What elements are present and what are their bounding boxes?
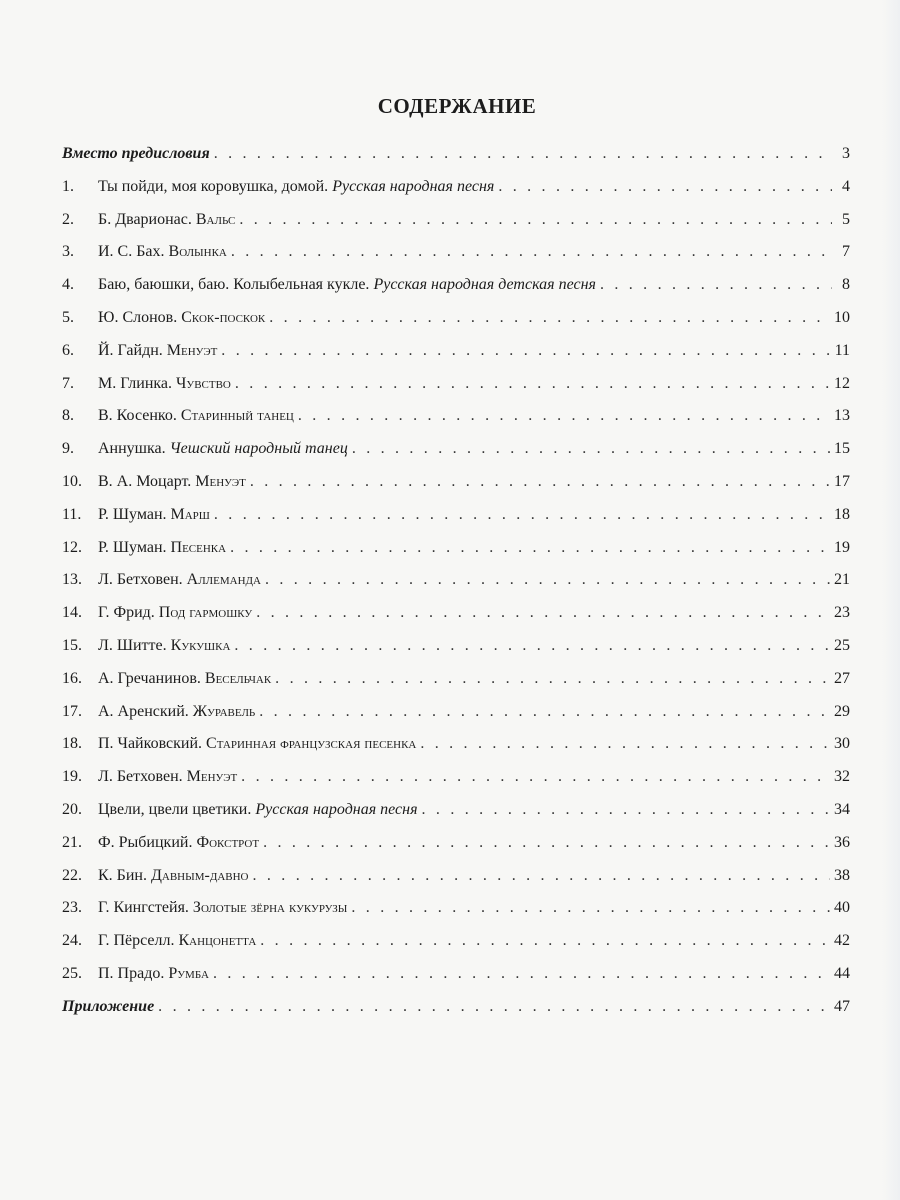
toc-entry-title [98,699,255,725]
toc-dot-leader [250,469,830,495]
toc-entry-number: 12. [62,538,82,556]
toc-entry-author: Вместо предисловия [62,145,210,162]
toc-dot-leader [420,731,830,757]
toc-entry-title [98,436,348,462]
toc-entry [62,207,850,240]
toc-entry [62,174,850,207]
toc-entry [62,731,850,764]
toc-entry [62,633,850,666]
toc-entry-page-number: 15 [834,440,850,458]
toc-entry-author: Р. Шуман. [98,505,167,523]
toc-dot-leader [214,502,830,528]
toc-entry-piece-title: Фокстрот [196,833,260,851]
toc-entry [62,403,850,436]
toc-entry-title [62,994,154,1020]
toc-dot-leader [158,994,830,1020]
toc-dot-leader [259,699,830,725]
toc-dot-leader [275,666,830,692]
toc-entry-page-number: 19 [834,538,850,556]
toc-entry-title [98,371,231,397]
toc-entry [62,928,850,961]
toc-entry [62,600,850,633]
toc-entry-author: В. А. Моцарт. [98,472,192,490]
toc-entry-number: 5. [62,308,74,326]
toc-dot-leader [234,633,830,659]
toc-entry [62,895,850,928]
toc-entry-number: 6. [62,341,74,359]
toc-dot-leader [351,895,830,921]
toc-entry-piece-title: Румба [168,964,209,982]
toc-entry-page-number: 23 [834,604,850,622]
toc-entry-number: 21. [62,833,82,851]
toc-entry-author: Цвели, цвели цветики. [98,800,252,818]
toc-entry-author: П. Прадо. [98,964,165,982]
table-of-contents [62,141,850,1027]
toc-entry-piece-title: Давным-давно [150,866,249,884]
toc-entry [62,436,850,469]
toc-entry-title [98,797,418,823]
toc-entry-page-number: 47 [834,997,850,1015]
toc-entry [62,699,850,732]
toc-dot-leader [214,141,832,167]
toc-entry-page-number: 30 [834,735,850,753]
toc-dot-leader [253,863,831,889]
toc-entry-title [62,141,210,167]
toc-entry-author: М. Глинка. [98,374,173,392]
page-title: СОДЕРЖАНИЕ [377,94,537,118]
toc-dot-leader [260,928,830,954]
toc-entry-number: 18. [62,735,82,753]
toc-entry-author: Л. Бетховен. [98,571,183,589]
toc-entry-title [98,535,226,561]
toc-entry-title [98,502,210,528]
toc-entry-number: 1. [62,177,74,195]
toc-entry-page-number: 25 [834,636,850,654]
toc-entry-page-number: 17 [834,472,850,490]
toc-entry-author: А. Гречанинов. [98,669,201,687]
toc-entry-title [98,305,265,331]
toc-entry-note: Русская народная песня [332,177,495,195]
toc-entry-piece-title: Под гармошку [158,604,253,622]
toc-entry [62,764,850,797]
toc-entry-piece-title: Старинная французская песенка [206,735,417,753]
toc-entry-number: 17. [62,702,82,720]
toc-entry-author: И. С. Бах. [98,243,165,261]
toc-entry-page-number: 5 [842,210,850,228]
toc-entry-page-number: 36 [834,833,850,851]
toc-dot-leader [231,239,832,265]
toc-entry-author: П. Чайковский. [98,735,203,753]
toc-dot-leader [263,830,830,856]
toc-entry [62,272,850,305]
toc-entry-piece-title: Менуэт [195,472,246,490]
toc-entry-piece-title: Весельчак [204,669,272,687]
toc-entry-author: Баю, баюшки, баю. Колыбельная кукле. [98,276,370,294]
toc-entry-number: 13. [62,571,82,589]
toc-entry-title [98,338,217,364]
toc-dot-leader [265,567,830,593]
toc-entry-piece-title: Старинный танец [180,407,294,425]
toc-dot-leader [241,764,830,790]
toc-dot-leader [230,535,830,561]
toc-entry-page-number: 27 [834,669,850,687]
toc-entry-number: 10. [62,472,82,490]
toc-entry-author: Л. Бетховен. [98,768,183,786]
toc-entry [62,961,850,994]
toc-entry-title [98,403,294,429]
toc-entry-number: 7. [62,374,74,392]
toc-entry-note: Русская народная детская песня [373,276,596,294]
toc-entry-piece-title: Золотые зёрна кукурузы [192,899,348,917]
toc-entry-title [98,961,209,987]
toc-entry-number: 22. [62,866,82,884]
toc-entry [62,863,850,896]
toc-entry-piece-title: Волынка [168,243,227,261]
toc-entry-note: Русская народная песня [255,800,418,818]
toc-entry-author: А. Аренский. [98,702,189,720]
toc-entry-number: 14. [62,604,82,622]
toc-entry-piece-title: Менуэт [166,341,218,359]
toc-entry-page-number: 7 [842,243,850,261]
toc-entry-author: Й. Гайдн. [98,341,163,359]
toc-entry-title [98,207,235,233]
toc-entry [62,567,850,600]
toc-entry-author: Г. Кингстейя. [98,899,189,917]
toc-entry-title [98,239,227,265]
toc-entry-author: Б. Дварионас. [98,210,192,228]
toc-entry-page-number: 29 [834,702,850,720]
toc-entry-piece-title: Вальс [195,210,236,228]
toc-entry [62,535,850,568]
toc-dot-leader [422,797,830,823]
toc-dot-leader [221,338,830,364]
toc-entry-page-number: 12 [834,374,850,392]
toc-entry [62,994,850,1027]
toc-entry-note: Чешский народный танец [169,440,348,458]
toc-entry-number: 24. [62,932,82,950]
toc-entry-piece-title: Чувство [176,374,231,392]
toc-entry-title [98,830,259,856]
toc-entry-title [98,272,596,298]
toc-entry-page-number: 32 [834,768,850,786]
toc-entry [62,305,850,338]
toc-dot-leader [239,207,832,233]
toc-entry-author: В. Косенко. [98,407,177,425]
toc-entry-title [98,863,249,889]
toc-entry-piece-title: Скок-поскок [181,308,266,326]
toc-dot-leader [269,305,830,331]
toc-entry-piece-title: Аллеманда [186,571,261,589]
toc-entry-piece-title: Канцонетта [178,932,257,950]
toc-entry-number: 15. [62,636,82,654]
toc-dot-leader [256,600,830,626]
toc-entry-author: Г. Пёрселл. [98,932,175,950]
toc-entry-page-number: 13 [834,407,850,425]
toc-entry-page-number: 42 [834,932,850,950]
toc-entry-page-number: 40 [834,899,850,917]
toc-entry-title [98,600,252,626]
toc-entry-number: 16. [62,669,82,687]
toc-entry-title [98,469,246,495]
toc-entry-title [98,633,230,659]
toc-entry-number: 20. [62,800,82,818]
toc-entry-number: 9. [62,440,74,458]
toc-entry [62,666,850,699]
toc-entry-page-number: 3 [842,145,850,162]
toc-entry [62,141,850,174]
toc-entry [62,338,850,371]
toc-dot-leader [235,371,830,397]
toc-entry-title [98,666,271,692]
toc-entry-piece-title: Менуэт [186,768,238,786]
page-edge-shadow [882,0,900,1200]
toc-entry [62,239,850,272]
toc-entry-number: 25. [62,964,82,982]
toc-entry-title [98,174,494,200]
toc-entry-piece-title: Журавель [192,702,256,720]
toc-dot-leader [213,961,830,987]
toc-entry [62,469,850,502]
toc-entry-number: 4. [62,276,74,294]
toc-entry [62,797,850,830]
toc-entry-page-number: 4 [842,177,850,195]
toc-entry-page-number: 8 [842,276,850,294]
toc-entry [62,830,850,863]
toc-entry-number: 3. [62,243,74,261]
toc-entry-author: Ты пойди, моя коровушка, домой. [98,177,329,195]
toc-entry-page-number: 18 [834,505,850,523]
toc-entry-title [98,567,261,593]
toc-entry-title [98,764,237,790]
toc-entry-author: Р. Шуман. [98,538,167,556]
toc-entry-number: 23. [62,899,82,917]
toc-entry-piece-title: Кукушка [170,636,231,654]
toc-dot-leader [298,403,830,429]
toc-entry-number: 19. [62,768,82,786]
toc-entry-title [98,895,347,921]
toc-entry-number: 11. [62,505,82,523]
toc-entry [62,371,850,404]
toc-entry-piece-title: Марш [170,505,210,523]
toc-entry-author: Ф. Рыбицкий. [98,833,193,851]
toc-entry-page-number: 11 [834,341,850,359]
toc-entry-page-number: 34 [834,800,850,818]
toc-dot-leader [352,436,830,462]
toc-entry-title [98,928,256,954]
toc-dot-leader [498,174,832,200]
toc-entry-piece-title: Песенка [170,538,227,556]
toc-entry-author: Г. Фрид. [98,604,155,622]
toc-entry-number: 2. [62,210,74,228]
toc-entry-page-number: 10 [834,308,850,326]
toc-entry-title [98,731,416,757]
toc-entry-author: Л. Шитте. [98,636,167,654]
toc-entry-page-number: 38 [834,866,850,884]
toc-entry-author: Аннушка. [98,440,166,458]
toc-entry [62,502,850,535]
toc-entry-number: 8. [62,407,74,425]
toc-entry-author: К. Бин. [98,866,147,884]
toc-entry-author: Приложение [62,997,155,1015]
toc-entry-page-number: 21 [834,571,850,589]
toc-entry-author: Ю. Слонов. [98,308,178,326]
toc-dot-leader [600,272,832,298]
toc-entry-page-number: 44 [834,964,850,982]
